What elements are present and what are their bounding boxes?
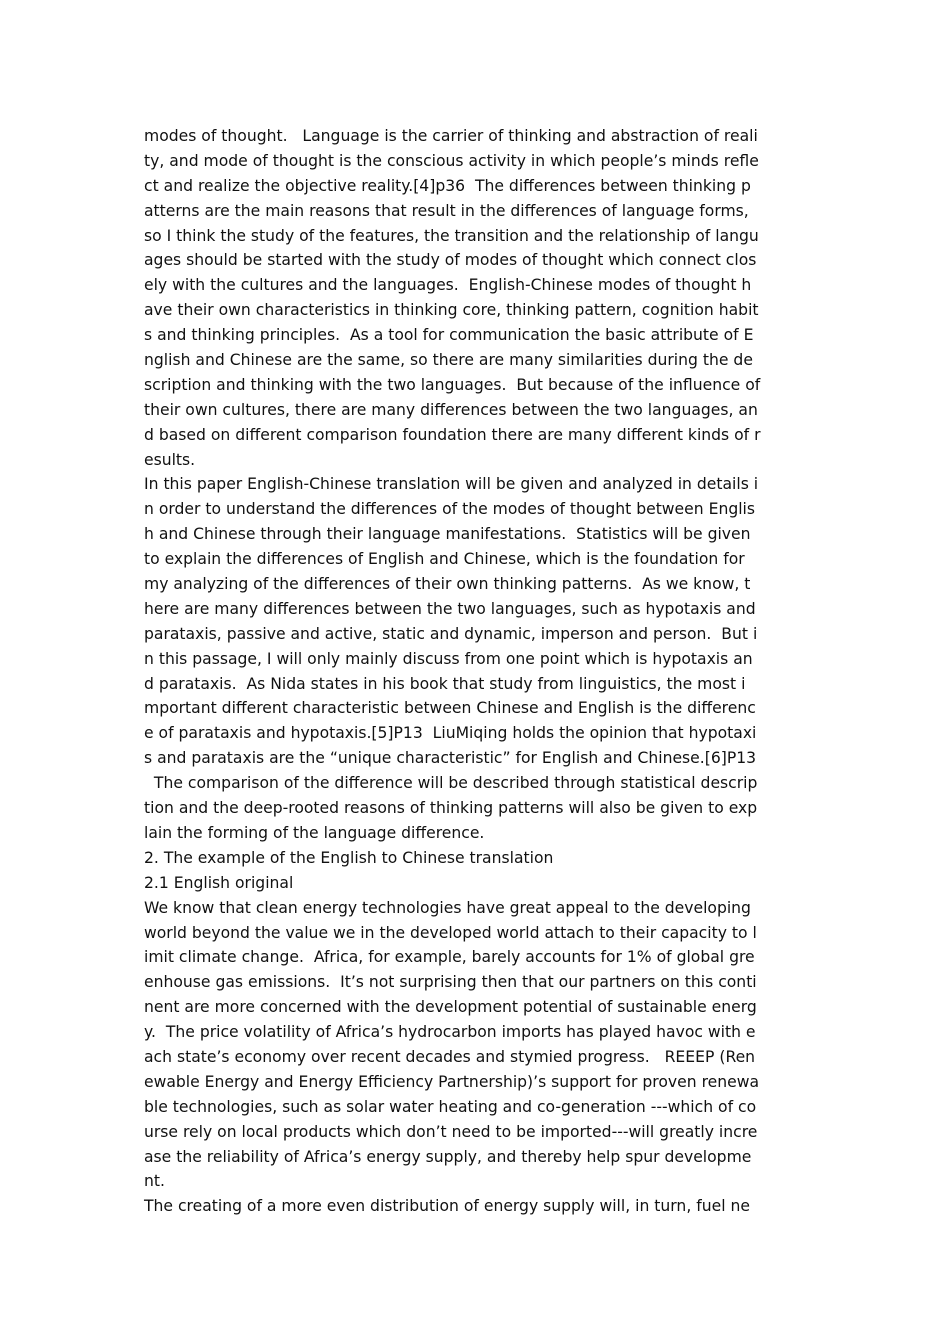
text-line: y. The price volatility of Africa’s hydrocarbon imports has played havoc with e xyxy=(144,1023,756,1042)
text-line: parataxis, passive and active, static and dynamic, imperson and person. But i xyxy=(144,624,758,643)
text-line: We know that clean energy technologies have great appeal to the developing xyxy=(144,898,751,917)
text-line: here are many differences between the two languages, such as hypotaxis and xyxy=(144,599,756,618)
text-line: my analyzing of the differences of their own thinking patterns. As we know, t xyxy=(144,575,751,594)
text-line: The comparison of the difference will be described through statistical descrip xyxy=(144,774,758,793)
text-line: e of parataxis and hypotaxis.[5]P13 LiuMiqing holds the opinion that hypotaxi xyxy=(144,724,757,743)
text-line: world beyond the value we in the developed world attach to their capacity to l xyxy=(144,923,757,942)
text-line: imit climate change. Africa, for example, barely accounts for 1% of global gre xyxy=(144,948,755,967)
text-line: n order to understand the differences of the modes of thought between Englis xyxy=(144,500,756,519)
text-line: scription and thinking with the two languages. But because of the influence of xyxy=(144,375,761,394)
text-line: their own cultures, there are many differences between the two languages, an xyxy=(144,400,758,419)
text-line: ages should be started with the study of modes of thought which connect clos xyxy=(144,251,757,270)
text-line: ave their own characteristics in thinking core, thinking pattern, cognition habit xyxy=(144,301,759,320)
text-line: so I think the study of the features, the transition and the relationship of langu xyxy=(144,226,759,245)
text-line: esults. xyxy=(144,450,196,469)
text-line: atterns are the main reasons that result in the differences of language forms, xyxy=(144,201,749,220)
text-line: s and thinking principles. As a tool for communication the basic attribute of E xyxy=(144,326,754,345)
text-line: ty, and mode of thought is the conscious activity in which people’s minds refle xyxy=(144,151,759,170)
text-line: The creating of a more even distribution of energy supply will, in turn, fuel ne xyxy=(144,1197,750,1216)
text-line: s and parataxis are the “unique characteristic” for English and Chinese.[6]P13 xyxy=(144,749,757,768)
text-line: nt. xyxy=(144,1172,165,1191)
document-page xyxy=(144,124,824,1219)
text-line: ase the reliability of Africa’s energy supply, and thereby help spur developme xyxy=(144,1147,752,1166)
subsection-heading: 2.1 English original xyxy=(144,873,294,892)
text-line: n this passage, I will only mainly discuss from one point which is hypotaxis an xyxy=(144,649,753,668)
text-line: modes of thought. Language is the carrier of thinking and abstraction of reali xyxy=(144,127,758,145)
text-line: In this paper English-Chinese translation will be given and analyzed in details i xyxy=(144,475,759,494)
text-line: d parataxis. As Nida states in his book that study from linguistics, the most i xyxy=(144,674,746,693)
text-line: ble technologies, such as solar water heating and co-generation ---which of co xyxy=(144,1097,757,1116)
text-line: to explain the differences of English and Chinese, which is the foundation for xyxy=(144,550,745,569)
text-line: lain the forming of the language difference. xyxy=(144,823,485,842)
text-line: ewable Energy and Energy Efficiency Partnership)’s support for proven renewa xyxy=(144,1072,760,1091)
text-line: d based on different comparison foundation there are many different kinds of r xyxy=(144,425,761,444)
text-line: ely with the cultures and the languages. English-Chinese modes of thought h xyxy=(144,276,752,295)
text-line: enhouse gas emissions. It’s not surprising then that our partners on this conti xyxy=(144,973,757,992)
text-line: tion and the deep-rooted reasons of thinking patterns will also be given to exp xyxy=(144,799,758,818)
text-line: nglish and Chinese are the same, so there are many similarities during the de xyxy=(144,351,753,370)
text-line: ach state’s economy over recent decades and stymied progress. REEEP (Ren xyxy=(144,1047,756,1066)
text-line: mportant different characteristic between Chinese and English is the differenc xyxy=(144,699,756,718)
text-line: nent are more concerned with the development potential of sustainable energ xyxy=(144,998,757,1017)
text-line: h and Chinese through their language manifestations. Statistics will be given xyxy=(144,525,751,544)
text-line: urse rely on local products which don’t need to be imported---will greatly incre xyxy=(144,1122,758,1141)
text-line: ct and realize the objective reality.[4]p36 The differences between thinking p xyxy=(144,176,751,195)
section-heading: 2. The example of the English to Chinese translation xyxy=(144,848,554,867)
